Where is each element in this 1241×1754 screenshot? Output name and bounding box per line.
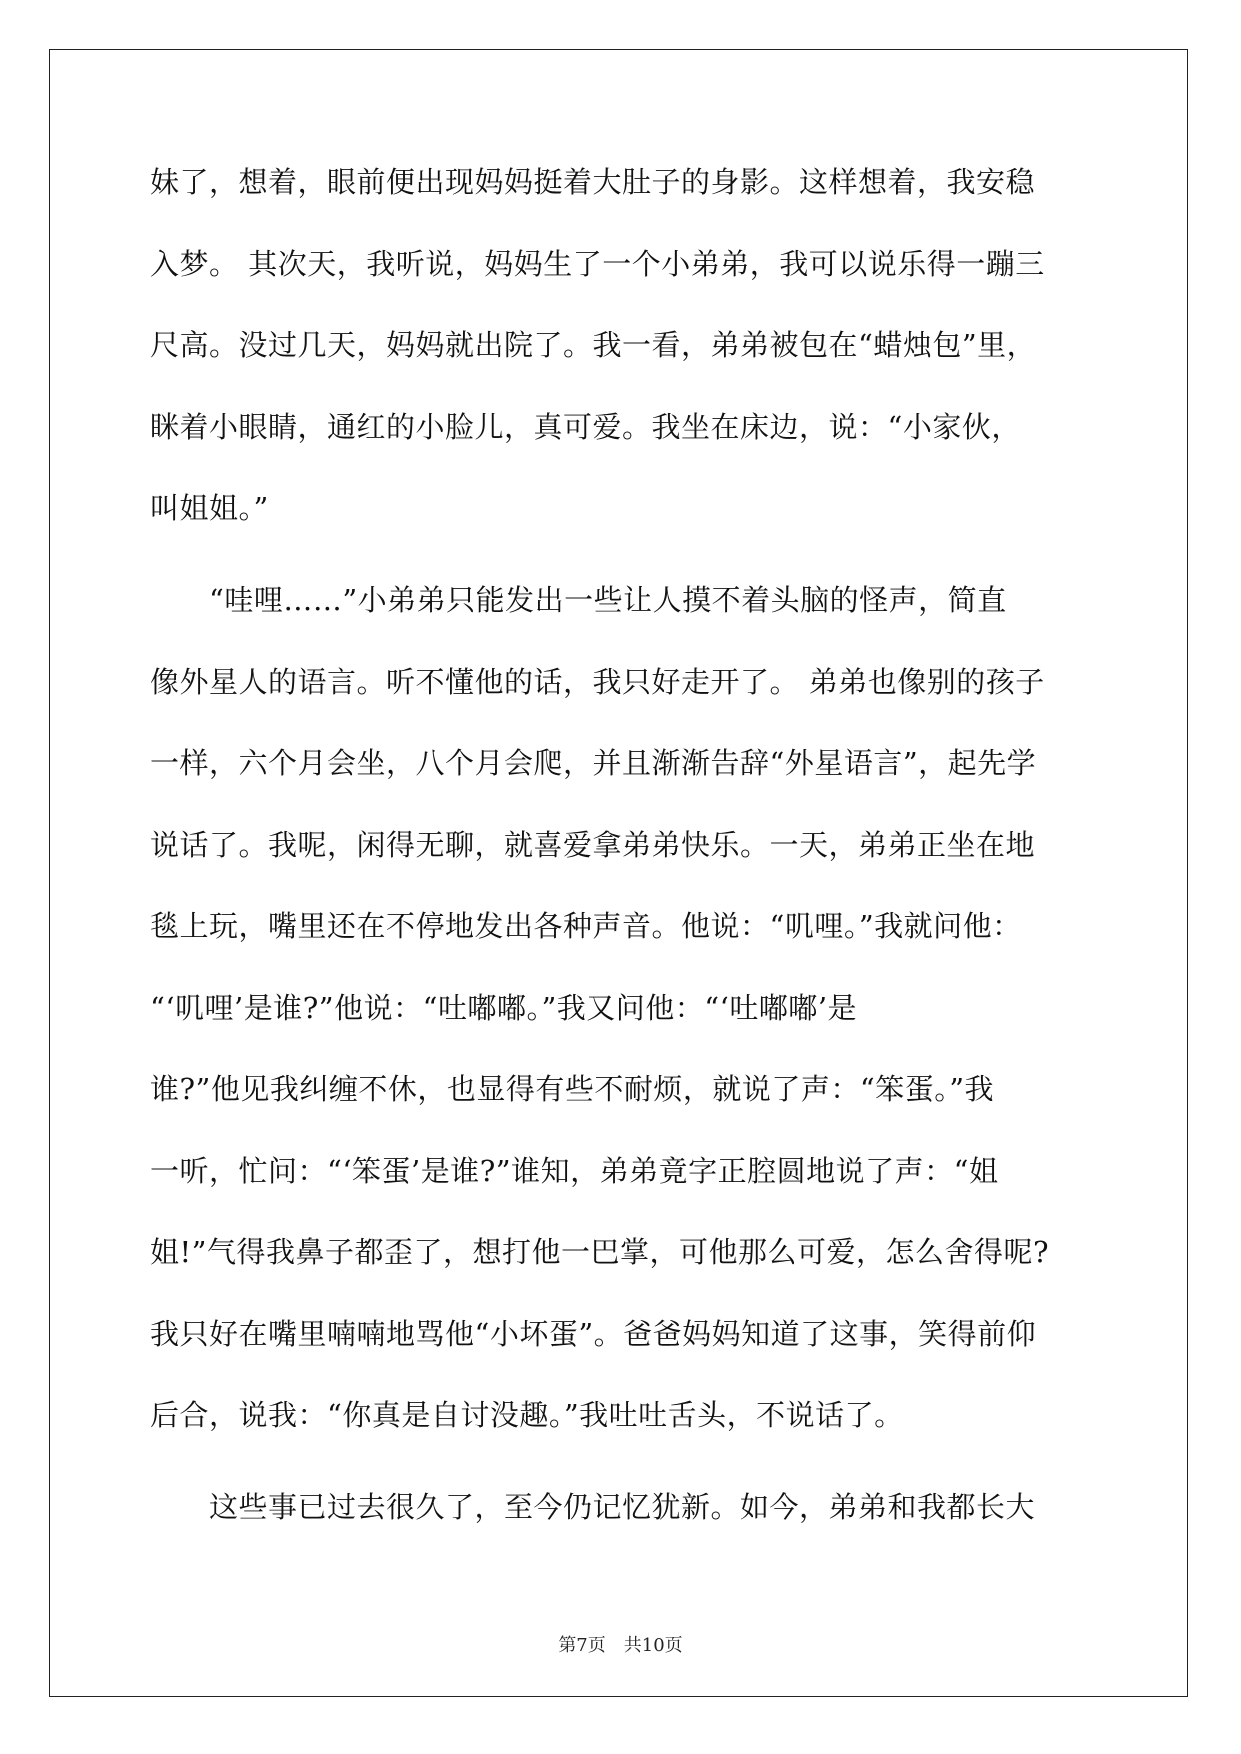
text-line: 入梦。 其次天，我听说，妈妈生了一个小弟弟，我可以说乐得一蹦三 <box>150 246 1045 281</box>
text-line: 一听，忙问：“‘笨蛋’是谁?”谁知，弟弟竟字正腔圆地说了声：“姐 <box>150 1153 999 1188</box>
page-number-total: 共10页 <box>623 1635 683 1656</box>
text-line: 叫姐姐。” <box>150 491 269 525</box>
text-line: “哇哩……”小弟弟只能发出一些让人摸不着头脑的怪声，简直 <box>150 583 1007 617</box>
text-line: 我只好在嘴里喃喃地骂他“小坏蛋”。爸爸妈妈知道了这事，笑得前仰 <box>150 1316 1037 1351</box>
body-text <box>150 160 1095 1567</box>
text-line: 说话了。我呢，闲得无聊，就喜爱拿弟弟快乐。一天，弟弟正坐在地 <box>150 827 1036 862</box>
text-line: 姐!”气得我鼻子都歪了，想打他一巴掌，可他那么可爱，怎么舍得呢? <box>150 1235 1050 1269</box>
text-line: 这些事已过去很久了，至今仍记忆犹新。如今，弟弟和我都长大 <box>150 1490 1036 1524</box>
text-line: 眯着小眼睛，通红的小脸儿，真可爱。我坐在床边，说：“小家伙， <box>150 409 1021 444</box>
page-footer <box>0 1631 1241 1657</box>
text-line: 谁?”他见我纠缠不休，也显得有些不耐烦，就说了声：“笨蛋。”我 <box>150 1072 995 1106</box>
text-line: 尺高。没过几天，妈妈就出院了。我一看，弟弟被包在“蜡烛包”里， <box>150 328 1037 362</box>
text-line: 妹了，想着，眼前便出现妈妈挺着大肚子的身影。这样想着，我安稳 <box>150 165 1036 199</box>
page-number-current: 第7页 <box>558 1635 606 1656</box>
text-line: 像外星人的语言。听不懂他的话，我只好走开了。 弟弟也像别的孩子 <box>150 664 1045 699</box>
text-line: “‘叽哩’是谁?”他说：“吐嘟嘟。”我又问他：“‘吐嘟嘟’是 <box>150 990 858 1025</box>
text-line: 后合，说我：“你真是自讨没趣。”我吐吐舌头，不说话了。 <box>150 1398 904 1432</box>
text-line: 毯上玩，嘴里还在不停地发出各种声音。他说：“叽哩。”我就问他： <box>150 909 1022 943</box>
text-line: 一样，六个月会坐，八个月会爬，并且渐渐告辞“外星语言”，起先学 <box>150 746 1037 780</box>
